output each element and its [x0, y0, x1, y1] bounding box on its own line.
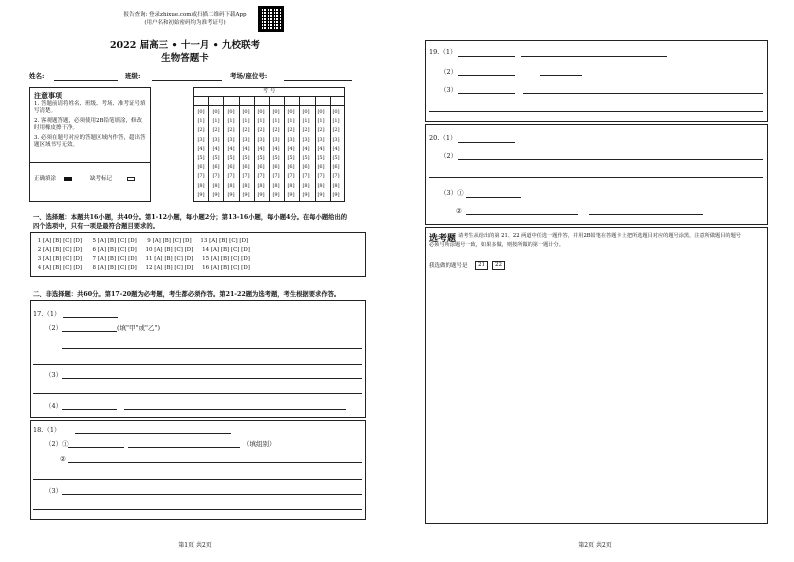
q18-1-blank[interactable] [75, 433, 231, 434]
exam-number-bubble[interactable]: [7] [212, 173, 220, 180]
exam-number-bubble[interactable]: [1] [287, 118, 295, 125]
exam-number-bubble[interactable]: [4] [272, 145, 280, 152]
exam-number-bubble[interactable]: [3] [197, 136, 205, 143]
exam-number-bubble[interactable]: [4] [227, 145, 235, 152]
seat-label: 考场/座位号: [230, 72, 268, 80]
exam-number-bubble[interactable]: [7] [257, 173, 265, 180]
exam-number-bubble[interactable]: [4] [257, 145, 265, 152]
exam-number-bubble[interactable]: [1] [197, 118, 205, 125]
missing-mark-label: 缺考标记 [90, 176, 113, 182]
exam-number-bubble[interactable]: [3] [227, 136, 235, 143]
exam-number-bubble[interactable]: [1] [212, 118, 220, 125]
exam-number-bubble[interactable]: [7] [317, 173, 325, 180]
notice-divider [29, 162, 151, 163]
page1-footer: 第1页 共2页 [178, 542, 212, 549]
q20-3-blank[interactable] [466, 197, 521, 198]
exam-title: 2022 届高三 • 十一月 • 九校联考 [109, 40, 261, 51]
elective-desc-line2: 必须与所涂题号一致，如果多做，则按所做的第一题计分。 [429, 242, 564, 248]
q17-line-b[interactable] [33, 393, 362, 394]
exam-number-bubble[interactable]: [4] [332, 145, 340, 152]
exam-number-bubble[interactable]: [9] [242, 191, 250, 198]
exam-number-bubble[interactable]: [8] [332, 182, 340, 189]
exam-number-bubble[interactable]: [5] [197, 155, 205, 161]
exam-number-bubble[interactable]: [6] [197, 164, 205, 171]
exam-number-bubble[interactable]: [9] [212, 191, 220, 198]
exam-number-bubble[interactable]: [7] [272, 173, 280, 180]
q17-2-label: （2） [45, 324, 63, 332]
name-field[interactable] [54, 80, 118, 81]
report-notice-line2: (用户名和初始密码均为准考证号) [144, 20, 226, 26]
q20-2-blank[interactable] [458, 159, 763, 160]
q19-2-blank-a[interactable] [458, 75, 515, 76]
q18-line-b[interactable] [33, 509, 362, 510]
q20-line[interactable] [429, 177, 763, 178]
exam-number-bubble[interactable]: [1] [272, 118, 280, 125]
exam-number-bubble[interactable]: [5] [242, 155, 250, 161]
exam-number-bubble[interactable]: [2] [332, 127, 340, 134]
exam-number-bubble[interactable]: [2] [197, 127, 205, 134]
exam-number-bubble[interactable]: [5] [257, 155, 265, 161]
exam-number-bubble[interactable]: [9] [227, 191, 235, 198]
notice-item-1: 1. 答题前请将姓名、班级、考场、准考证号填写清楚。 [34, 101, 146, 114]
exam-number-bubble[interactable]: [1] [302, 118, 310, 125]
mc-row-2[interactable]: 2 [A] [B] [C] [D] 6 [A] [B] [C] [D] 10 [A] [B] [C] [D] 14 [A] [B] [C] [D] [36, 247, 250, 253]
exam-number-bubble[interactable]: [8] [212, 182, 220, 189]
exam-number-bubble[interactable]: [5] [287, 155, 295, 161]
exam-number-bubble[interactable]: [9] [197, 191, 205, 198]
q20-3-label: （3）① [440, 189, 464, 197]
q19-answer-box [425, 40, 768, 122]
exam-number-bubble[interactable]: [2] [302, 127, 310, 134]
exam-number-bubble[interactable]: [0] [317, 109, 325, 115]
q19-3-blank-b[interactable] [523, 93, 763, 94]
exam-number-bubble[interactable]: [6] [317, 164, 325, 171]
exam-number-bubble[interactable]: [9] [272, 191, 280, 198]
exam-number-bubble[interactable]: [5] [317, 155, 325, 161]
exam-number-bubble[interactable]: [7] [227, 173, 235, 180]
q17-2-hint: (填"甲"或"乙") [117, 324, 161, 332]
q17-label: 17.（1） [33, 310, 61, 318]
exam-number-bubble[interactable]: [6] [287, 164, 295, 171]
report-notice-line1: 报告查询: 登录zhixue.com或扫描二维码下载App [123, 12, 247, 18]
q17-4-blank-b[interactable] [124, 409, 346, 410]
exam-number-bubble[interactable]: [9] [332, 191, 340, 198]
exam-number-bubble[interactable]: [3] [287, 136, 295, 143]
exam-number-bubble[interactable]: [2] [257, 127, 265, 134]
class-label: 班级: [125, 72, 141, 80]
q19-1-blank-a[interactable] [458, 56, 515, 57]
exam-number-bubble[interactable]: [0] [332, 109, 340, 115]
missing-mark-box[interactable] [127, 177, 135, 181]
q17-line-a[interactable] [33, 364, 362, 365]
correct-fill-label: 正确填涂 [34, 176, 57, 182]
exam-number-bubble[interactable]: [2] [212, 127, 220, 134]
q19-3-label: （3） [440, 86, 458, 94]
mc-row-3[interactable]: 3 [A] [B] [C] [D] 7 [A] [B] [C] [D] 11 [A] [B] [C] [D] 15 [A] [B] [C] [D] [36, 256, 250, 262]
exam-number-bubble[interactable]: [1] [332, 118, 340, 125]
exam-number-bubble[interactable]: [7] [332, 173, 340, 180]
exam-number-bubble[interactable]: [7] [302, 173, 310, 180]
exam-number-bubble[interactable]: [4] [212, 145, 220, 152]
q19-3-blank-a[interactable] [458, 93, 515, 94]
q17-2-line[interactable] [62, 348, 362, 349]
card-title: 生物答题卡 [161, 53, 209, 64]
q18-3-blank[interactable] [62, 494, 362, 495]
exam-number-bubble[interactable]: [5] [302, 155, 310, 161]
exam-number-bubble[interactable]: [0] [242, 109, 250, 115]
exam-number-bubble[interactable]: [5] [212, 155, 220, 161]
exam-number-bubble[interactable]: [7] [197, 173, 205, 180]
exam-number-bubble[interactable]: [4] [197, 145, 205, 152]
exam-number-bubble[interactable]: [8] [272, 182, 280, 189]
q20-1-blank[interactable] [458, 142, 515, 143]
q20-2-label: （2） [440, 152, 458, 160]
exam-number-bubble[interactable]: [6] [272, 164, 280, 171]
exam-number-bubble[interactable]: [0] [197, 109, 205, 115]
exam-number-bubble[interactable]: [0] [287, 109, 295, 115]
q19-2-label: （2） [440, 68, 458, 76]
q17-2-blank[interactable] [62, 331, 117, 332]
exam-number-bubble[interactable]: [0] [212, 109, 220, 115]
exam-number-bubble[interactable]: [8] [257, 182, 265, 189]
exam-number-bubble[interactable]: [4] [317, 145, 325, 152]
section1-title-line2: 四个选项中，只有一项是最符合题目要求的。 [33, 223, 159, 230]
exam-number-bubble[interactable]: [3] [242, 136, 250, 143]
exam-number-bubble[interactable]: [2] [242, 127, 250, 134]
exam-number-bubble[interactable]: [2] [272, 127, 280, 134]
q20-3b-blank-a[interactable] [466, 214, 578, 215]
exam-number-bubble[interactable]: [3] [272, 136, 280, 143]
q20-answer-box [425, 124, 768, 225]
exam-number-bubble[interactable]: [7] [287, 173, 295, 180]
q18-2-hint: （填组别） [243, 440, 276, 448]
exam-number-bubble[interactable]: [5] [227, 155, 235, 161]
q19-label: 19.（1） [429, 48, 457, 56]
q20-3b-blank-b[interactable] [589, 214, 703, 215]
class-field[interactable] [152, 80, 222, 81]
q19-line[interactable] [429, 111, 763, 112]
exam-number-bubble[interactable]: [9] [302, 191, 310, 198]
exam-number-bubble[interactable]: [2] [317, 127, 325, 134]
exam-number-bubble[interactable]: [3] [317, 136, 325, 143]
exam-number-bubble[interactable]: [3] [302, 136, 310, 143]
exam-number-bubble[interactable]: [1] [242, 118, 250, 125]
exam-number-bubble[interactable]: [2] [287, 127, 295, 134]
page2-footer: 第2页 共2页 [578, 542, 612, 549]
exam-number-bubble[interactable]: [3] [212, 136, 220, 143]
q17-4-blank-a[interactable] [62, 409, 117, 410]
q18-line-a[interactable] [33, 479, 362, 480]
exam-number-bubble[interactable]: [6] [257, 164, 265, 171]
q18-label: 18.（1） [33, 426, 61, 434]
exam-number-bubble[interactable]: [9] [317, 191, 325, 198]
notice-title: 注意事项 [34, 91, 62, 100]
exam-number-bubble[interactable]: [5] [272, 155, 280, 161]
exam-number-bubble[interactable]: [1] [227, 118, 235, 125]
exam-number-bubble[interactable]: [3] [257, 136, 265, 143]
mc-row-1[interactable]: 1 [A] [B] [C] [D] 5 [A] [B] [C] [D] 9 [A] [B] [C] [D] 13 [A] [B] [C] [D] [36, 238, 249, 244]
elective-title: 选考题 [429, 234, 457, 244]
q18-2-blank-a[interactable] [68, 447, 124, 448]
exam-number-bubble[interactable]: [8] [317, 182, 325, 189]
name-label: 姓名: [29, 72, 45, 80]
elective-choose-label: 我选做的题号是 [429, 263, 468, 269]
exam-number-bubble[interactable]: [7] [242, 173, 250, 180]
exam-number-bubble[interactable]: [1] [257, 118, 265, 125]
q17-1-blank[interactable] [63, 317, 118, 318]
seat-field[interactable] [284, 80, 352, 81]
mc-row-4[interactable]: 4 [A] [B] [C] [D] 8 [A] [B] [C] [D] 12 [A] [B] [C] [D] 16 [A] [B] [C] [D] [36, 265, 250, 271]
exam-number-bubble[interactable]: [6] [302, 164, 310, 171]
exam-number-bubble[interactable]: [8] [227, 182, 235, 189]
notice-item-3: 3. 必须在题号对应的答题区域内作答，超出答题区域书写无效。 [34, 135, 146, 148]
elective-option-22[interactable]: 22 [492, 261, 505, 270]
q17-3-label: （3） [45, 371, 63, 379]
section1-title-line1: 一、选择题：本题共16小题，共40分。第1-12小题，每小题2分；第13-16小题，每小题4分。在每小题给出的 [33, 214, 348, 221]
exam-number-bubble[interactable]: [0] [227, 109, 235, 115]
exam-number-bubble[interactable]: [8] [287, 182, 295, 189]
q18-2b-label: ② [60, 455, 66, 463]
exam-number-bubble[interactable]: [1] [317, 118, 325, 125]
q18-2-label: （2）① [45, 440, 69, 448]
q20-label: 20.（1） [429, 134, 457, 142]
elective-desc-line1: 请考生从给出的第 21、22 两道中任选一题作答，并用2B铅笔在答题卡上把所选题目对应的题号涂黑，注意所做题目的题号 [458, 233, 741, 239]
exam-number-bubble[interactable]: [0] [257, 109, 265, 115]
exam-number-bubble[interactable]: [5] [332, 155, 340, 161]
exam-number-bubble[interactable]: [8] [242, 182, 250, 189]
correct-fill-sample [64, 177, 72, 181]
elective-answer-box [425, 227, 768, 524]
exam-number-bubble[interactable]: [4] [242, 145, 250, 152]
exam-number-bubble[interactable]: [4] [302, 145, 310, 152]
q17-3-blank[interactable] [62, 378, 362, 379]
exam-number-bubble[interactable]: [0] [272, 109, 280, 115]
exam-number-bubble[interactable]: [3] [332, 136, 340, 143]
q18-3-label: （3） [45, 487, 63, 495]
exam-number-bubble[interactable]: [8] [302, 182, 310, 189]
q17-4-label: （4） [45, 402, 63, 410]
exam-number-bubble[interactable]: [9] [287, 191, 295, 198]
exam-number-bubble[interactable]: [6] [212, 164, 220, 171]
exam-number-bubble[interactable]: [0] [302, 109, 310, 115]
elective-option-21[interactable]: 21 [475, 261, 488, 270]
q18-2-blank-b[interactable] [128, 447, 240, 448]
exam-number-bubble[interactable]: [6] [227, 164, 235, 171]
q19-1-blank-b[interactable] [521, 56, 667, 57]
q18-2b-blank[interactable] [68, 462, 362, 463]
qr-code [258, 6, 284, 32]
section2-title: 二、非选择题：共60分。第17-20题为必考题，考生都必须作答。第21-22题为选考题，考生根据要求作答。 [33, 291, 341, 298]
exam-number-header: 考 号 [262, 88, 276, 94]
exam-number-bubble[interactable]: [6] [242, 164, 250, 171]
exam-number-bubble[interactable]: [9] [257, 191, 265, 198]
exam-number-bubble[interactable]: [2] [227, 127, 235, 134]
notice-item-2: 2. 客观题答题，必须使用2B铅笔填涂，修改时用橡皮擦干净。 [34, 118, 143, 131]
q19-2-blank-b[interactable] [540, 75, 582, 76]
q20-3b-label: ② [456, 207, 462, 215]
exam-number-bubble[interactable]: [4] [287, 145, 295, 152]
q18-answer-box [30, 420, 366, 520]
exam-number-bubble[interactable]: [6] [332, 164, 340, 171]
exam-number-bubble[interactable]: [8] [197, 182, 205, 189]
